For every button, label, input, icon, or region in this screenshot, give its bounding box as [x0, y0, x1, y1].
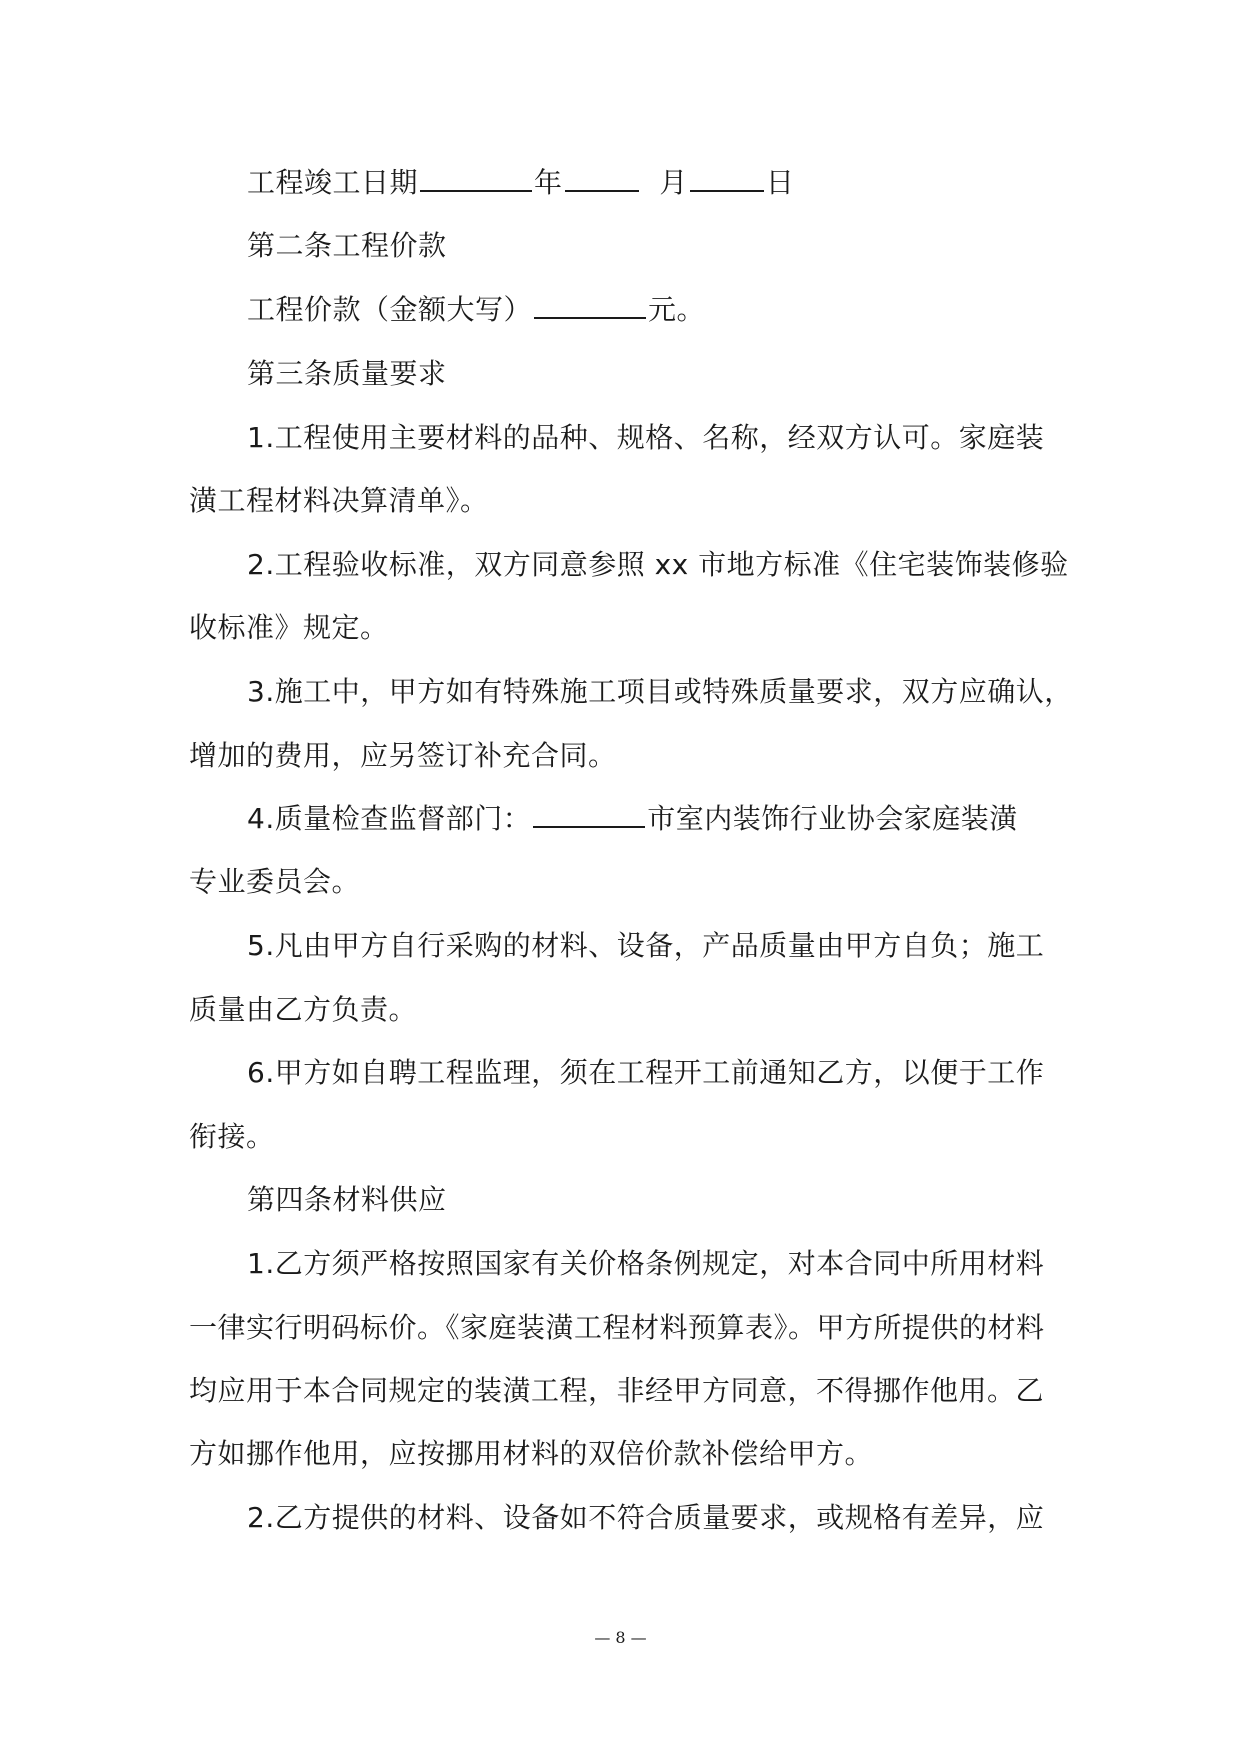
date-month-blank — [565, 164, 639, 192]
paragraph-line: 衔接。 — [189, 1120, 275, 1153]
paragraph-line: 3.施工中，甲方如有特殊施工项目或特殊质量要求，双方应确认， — [247, 675, 1073, 708]
paragraph-line: 一律实行明码标价。《家庭装潢工程材料预算表》。甲方所提供的材料 — [189, 1311, 1045, 1344]
day-label: 日 — [765, 166, 795, 199]
price-blank — [534, 291, 646, 319]
price-line — [247, 290, 705, 330]
year-label: 年 — [534, 166, 563, 199]
paragraph-line: 潢工程材料决算清单》。 — [189, 484, 489, 517]
page-number: — 8 — — [594, 1628, 647, 1647]
paragraph-line: 2.乙方提供的材料、设备如不符合质量要求，或规格有差异，应 — [247, 1501, 1045, 1534]
paragraph-line: 2.工程验收标准，双方同意参照 xx 市地方标准《住宅装饰装修验 — [247, 548, 1069, 581]
paragraph-line: 增加的费用，应另签订补充合同。 — [189, 739, 617, 772]
paragraph-line: 专业委员会。 — [189, 865, 361, 898]
paragraph-line: 5.凡由甲方自行采购的材料、设备，产品质量由甲方自负；施工 — [247, 929, 1045, 962]
inspection-blank — [533, 800, 645, 828]
article-2-heading: 第二条工程价款 — [247, 229, 447, 262]
price-unit: 元。 — [648, 293, 706, 326]
price-label: 工程价款（金额大写） — [247, 293, 533, 326]
date-day-blank — [690, 164, 764, 192]
inspection-org: 市室内装饰行业协会家庭装潢 — [647, 802, 1018, 835]
month-label: 月 — [659, 166, 688, 199]
date-year-blank — [420, 164, 532, 192]
paragraph-line: 收标准》规定。 — [189, 611, 389, 644]
completion-date-line — [247, 163, 794, 203]
paragraph-line: 方如挪作他用，应按挪用材料的双倍价款补偿给甲方。 — [189, 1437, 874, 1470]
inspection-line — [247, 799, 1018, 839]
article-3-heading: 第三条质量要求 — [247, 357, 447, 390]
paragraph-line: 均应用于本合同规定的装潢工程，非经甲方同意，不得挪作他用。乙 — [189, 1374, 1045, 1407]
article-4-heading: 第四条材料供应 — [247, 1183, 447, 1216]
paragraph-line: 6.甲方如自聘工程监理，须在工程开工前通知乙方，以便于工作 — [247, 1056, 1045, 1089]
completion-date-label: 工程竣工日期 — [247, 166, 419, 199]
paragraph-line: 1.工程使用主要材料的品种、规格、名称，经双方认可。家庭装 — [247, 421, 1045, 454]
inspection-label: 4.质量检查监督部门： — [247, 802, 532, 835]
paragraph-line: 1.乙方须严格按照国家有关价格条例规定，对本合同中所用材料 — [247, 1247, 1045, 1280]
paragraph-line: 质量由乙方负责。 — [189, 993, 418, 1026]
